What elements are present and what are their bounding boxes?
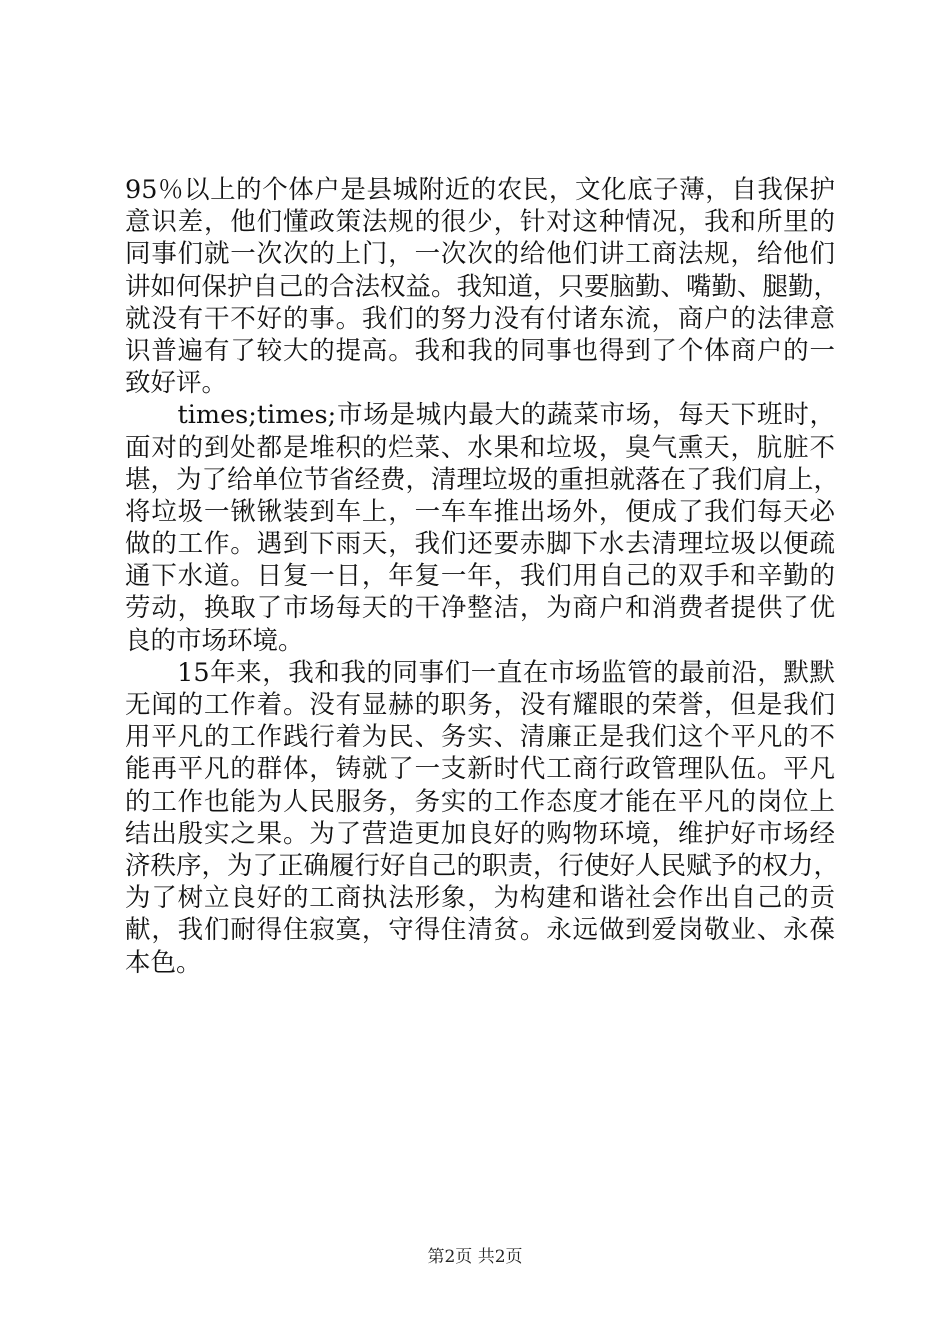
text-line: 识普遍有了较大的提高。我和我的同事也得到了个体商户的一 (125, 335, 835, 366)
text-line: 无闻的工作着。没有显赫的职务，没有耀眼的荣誉，但是我们 (125, 690, 835, 720)
text-line: 劳动，换取了市场每天的干净整洁，为商户和消费者提供了优 (125, 593, 835, 624)
text-line: times;times;市场是城内最大的蔬菜市场，每天下班时， (125, 400, 835, 431)
text-line: 堪，为了给单位节省经费，清理垃圾的重担就落在了我们肩上， (125, 464, 840, 495)
text-line: 讲如何保护自己的合法权益。我知道，只要脑勤、嘴勤、腿勤， (125, 271, 840, 302)
text-line: 将垃圾一锹锹装到车上，一车车推出场外，便成了我们每天必 (125, 496, 835, 527)
text-line: 面对的到处都是堆积的烂菜、水果和垃圾，臭气熏天，肮脏不 (125, 432, 835, 463)
text-line: 意识差，他们懂政策法规的很少，针对这种情况，我和所里的 (125, 207, 835, 238)
text-line: 用平凡的工作践行着为民、务实、清廉正是我们这个平凡的不 (125, 722, 835, 753)
text-line: 通下水道。日复一日，年复一年，我们用自己的双手和辛勤的 (125, 561, 835, 592)
text-line: 结出殷实之果。为了营造更加良好的购物环境，维护好市场经 (125, 818, 835, 849)
text-line: 的工作也能为人民服务，务实的工作态度才能在平凡的岗位上 (125, 786, 835, 817)
text-line: 做的工作。遇到下雨天，我们还要赤脚下水去清理垃圾以便疏 (125, 529, 835, 560)
text-line: 致好评。 (125, 368, 228, 399)
text-line: 为了树立良好的工商执法形象，为构建和谐社会作出自己的贡 (125, 883, 835, 914)
text-line: 就没有干不好的事。我们的努力没有付诸东流，商户的法律意 (125, 303, 835, 334)
text-line: 能再平凡的群体，铸就了一支新时代工商行政管理队伍。平凡 (125, 754, 835, 785)
text-line: 95％以上的个体户是县城附近的农民，文化底子薄，自我保护 (125, 175, 835, 205)
text-line: 15年来，我和我的同事们一直在市场监管的最前沿，默默 (125, 657, 835, 688)
document-body (125, 174, 840, 979)
text-line: 同事们就一次次的上门，一次次的给他们讲工商法规，给他们 (125, 239, 835, 270)
text-line: 献，我们耐得住寂寞，守得住清贫。永远做到爱岗敬业、永葆 (125, 915, 835, 946)
page-footer: 第2页 共2页 (427, 1247, 523, 1267)
text-line: 本色。 (125, 947, 202, 978)
text-line: 良的市场环境。 (125, 625, 304, 656)
text-line: 济秩序，为了正确履行好自己的职责，行使好人民赋予的权力， (125, 850, 840, 881)
